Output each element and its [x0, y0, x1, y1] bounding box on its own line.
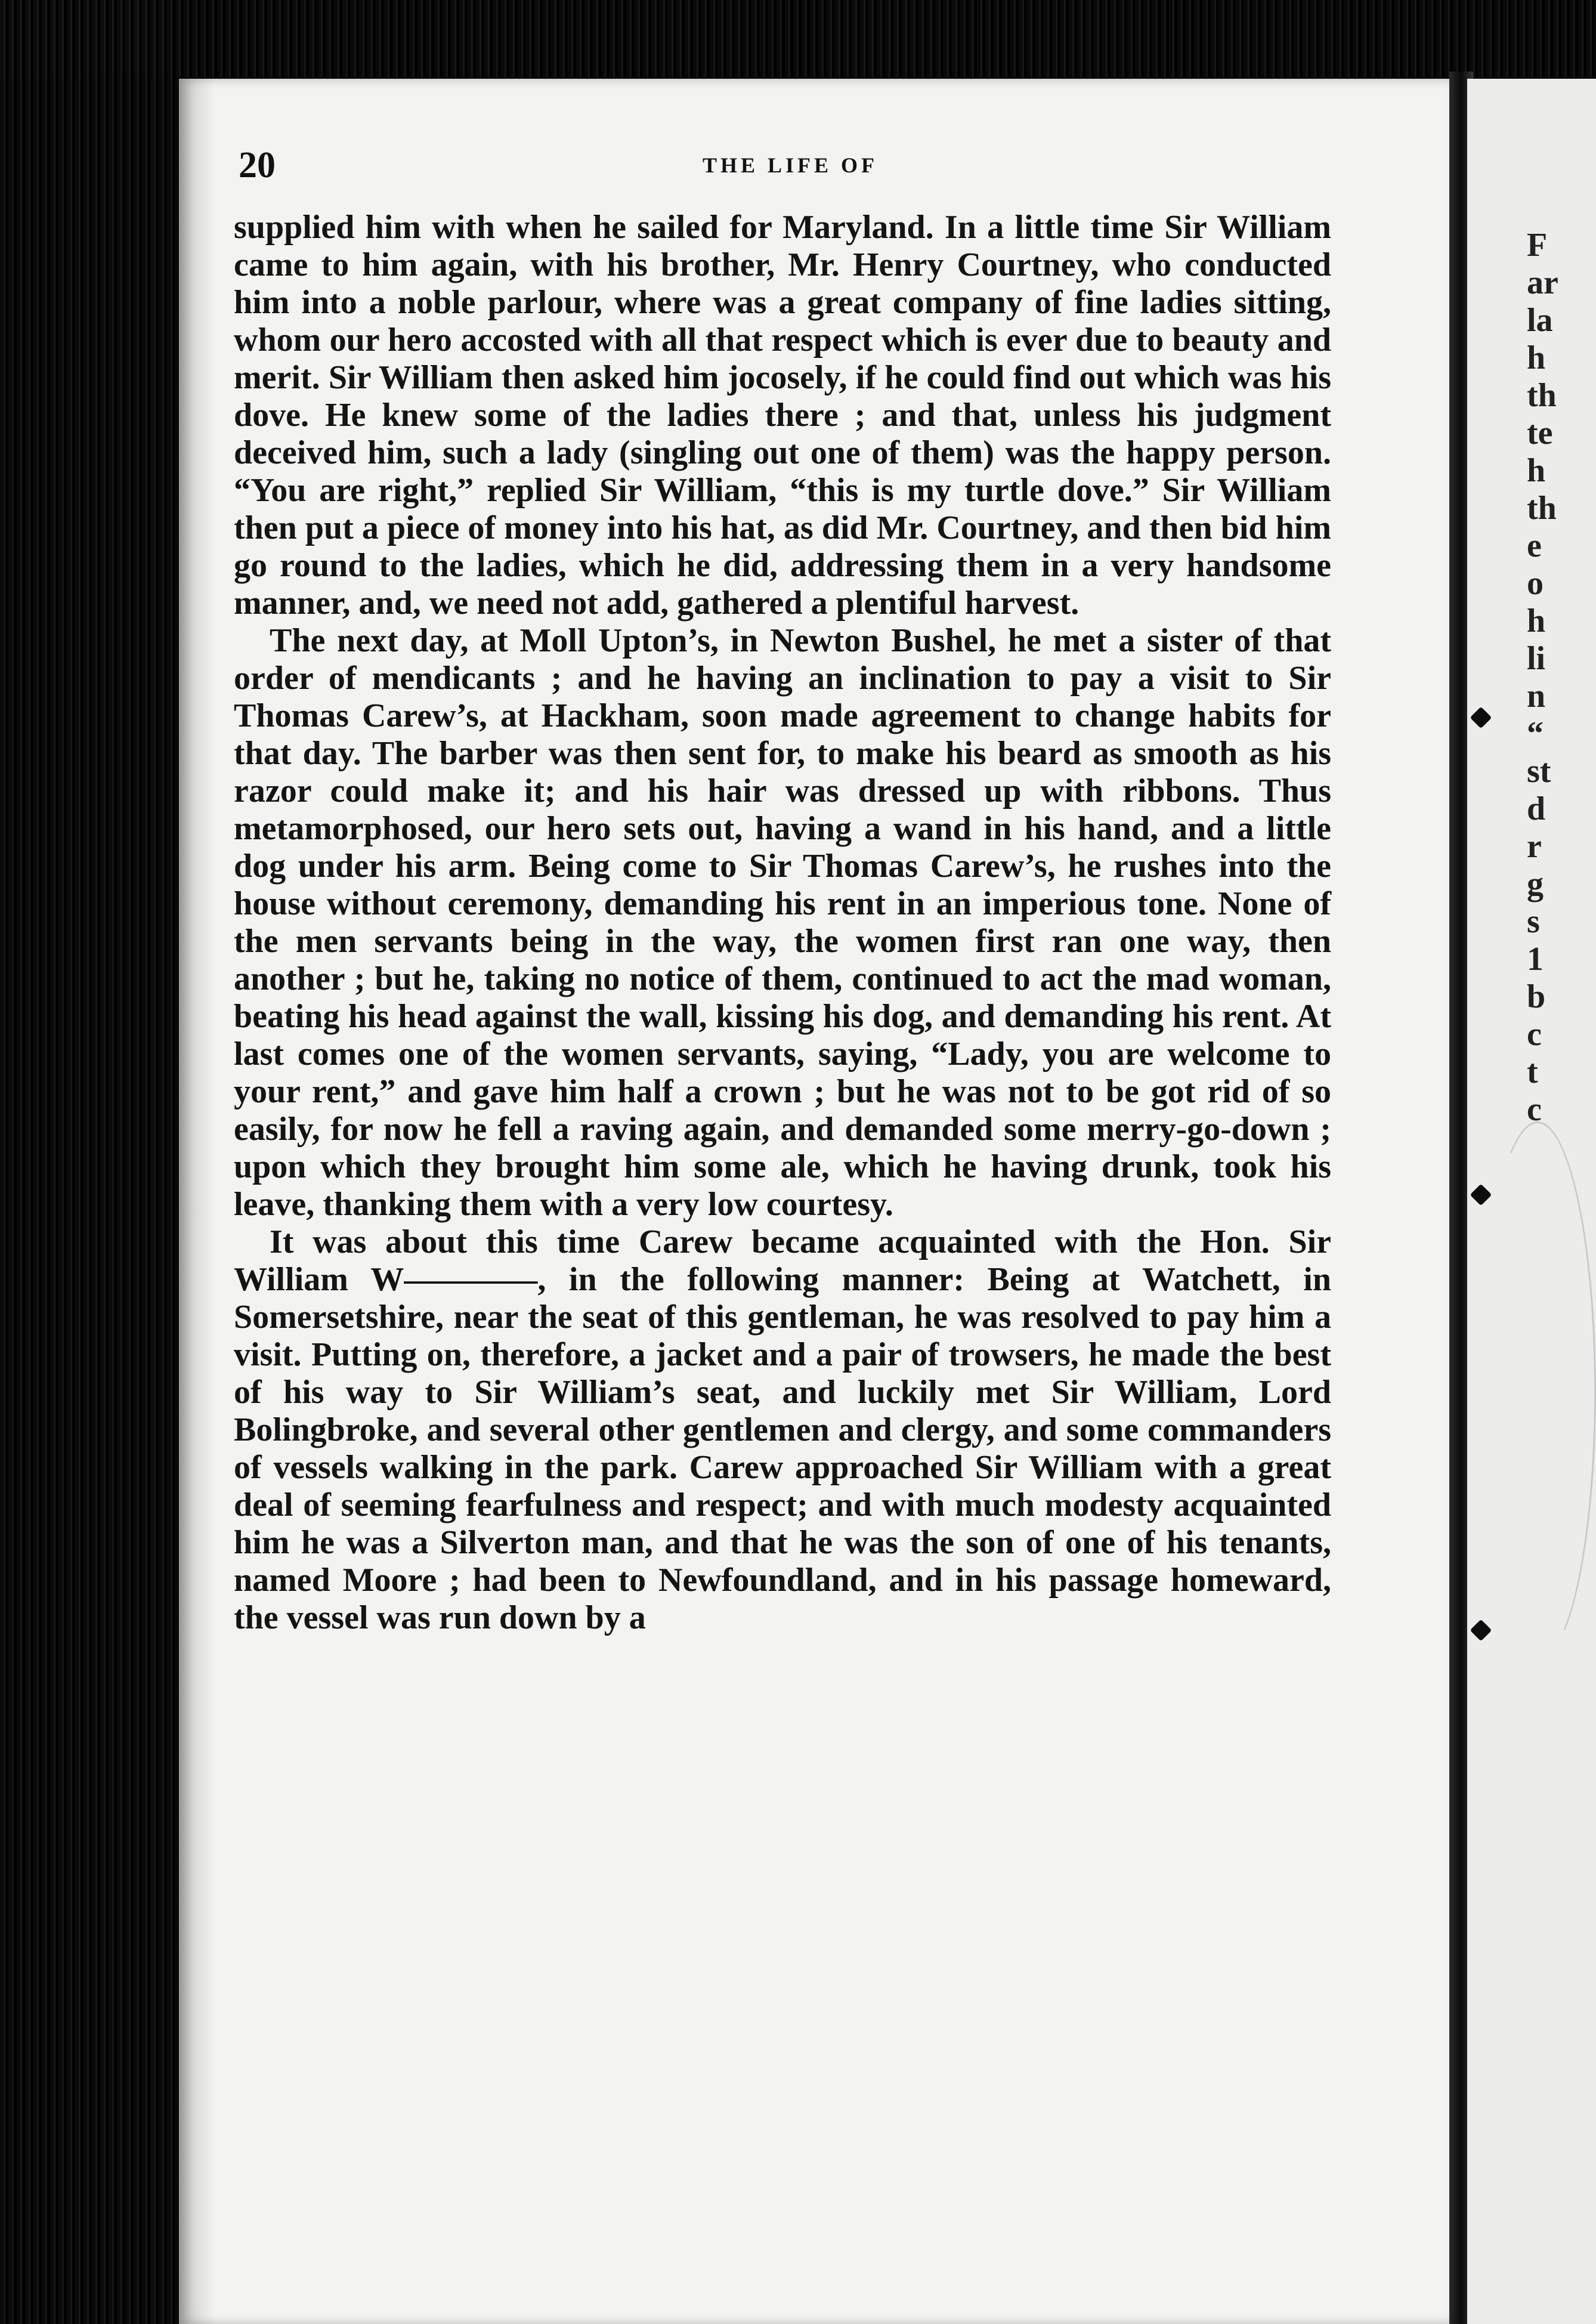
facing-line-fragment: te: [1527, 415, 1553, 452]
paragraph-1: supplied him with when he sailed for Maryland. In a little time Sir William came to him again, with his brother, Mr. Henry Courtney, who conducted him into a noble parlour, where was a great company of fine ladies sitting, whom our hero accosted with all that respect which is ever due to beauty and merit. Sir William then asked him jocosely, if he could find out which was his dove. He knew some of the ladies there ; and that, unless his judgment deceived him, such a lady (singling out one of them) was the happy person. “You are right,” replied Sir William, “this is my turtle dove.” Sir William then put a piece of money into his hat, as did Mr. Courtney, and then bid him go round to the ladies, which he did, addressing them in a very handsome manner, and, we need not add, gathered a plentiful harvest.: [234, 209, 1331, 622]
facing-line-fragment: d: [1527, 790, 1546, 827]
facing-line-fragment: h: [1527, 602, 1546, 639]
paragraph-3: It was about this time Carew became acquainted with the Hon. Sir William W————, in the following manner: Being at Watchett, in Somersetshire, near the seat of this gentleman, he was resolved to pay him a visit. Putting on, therefore, a jacket and a pair of trowsers, he made the best of his way to Sir William’s seat, and luckily met Sir William, Lord Bolingbroke, and several other gentlemen and clergy, and some commanders of vessels walking in the park. Carew approached Sir William with a great deal of seeming fearfulness and respect; and with much modesty acquainted him he was a Silverton man, and that he was the son of one of his tenants, named Moore ; had been to Newfoundland, and in his passage homeward, the vessel was run down by a: [234, 1223, 1331, 1636]
facing-line-fragment: h: [1527, 339, 1546, 376]
facing-line-fragment: th: [1527, 490, 1557, 527]
facing-line-fragment: o: [1527, 565, 1544, 602]
facing-page-text: [1527, 227, 1596, 1129]
binding-thread: [1479, 1121, 1596, 1662]
body-text: [234, 209, 1331, 1637]
facing-line-fragment: la: [1527, 302, 1553, 339]
paragraph-2: The next day, at Moll Upton’s, in Newton Bushel, he met a sister of that order of mendicants ; and he having an inclination to pay a visit to Sir Thomas Carew’s, at Hackham, soon made agreement to change habits for that day. The barber was then sent for, to make his beard as smooth as his razor could make it; and his hair was dressed up with ribbons. Thus metamorphosed, our hero sets out, having a wand in his hand, and a little dog under his arm. Being come to Sir Thomas Carew’s, he rushes into the house without ceremony, demanding his rent in an imperious tone. None of the men servants being in the way, the women first ran one way, then another ; but he, taking no notice of them, continued to act the mad woman, beating his head against the wall, kissing his dog, and demanding his rent. At last comes one of the women servants, saying, “Lady, you are welcome to your rent,” and gave him half a crown ; but he was not to be got rid of so easily, for now he fell a raving again, and demanded some merry-go-down ; upon which they brought him some ale, which he having drunk, took his leave, thanking them with a very low courtesy.: [234, 622, 1331, 1223]
facing-line-fragment: F: [1527, 227, 1548, 264]
running-head-title: THE LIFE OF: [702, 153, 879, 177]
facing-line-fragment: “: [1527, 715, 1544, 752]
facing-line-fragment: e: [1527, 527, 1542, 564]
facing-line-fragment: n: [1527, 678, 1546, 715]
facing-line-fragment: r: [1527, 828, 1542, 865]
facing-line-fragment: 1: [1527, 941, 1544, 978]
facing-line-fragment: ar: [1527, 264, 1558, 301]
facing-line-fragment: g: [1527, 866, 1544, 903]
running-head: [239, 144, 1342, 192]
facing-line-fragment: c: [1527, 1091, 1542, 1128]
page-number: 20: [239, 145, 276, 186]
facing-line-fragment: b: [1527, 978, 1546, 1015]
facing-line-fragment: th: [1527, 377, 1557, 414]
book-page: [179, 79, 1449, 2324]
facing-line-fragment: t: [1527, 1053, 1538, 1090]
facing-line-fragment: st: [1527, 753, 1551, 790]
scan-top-edge: [0, 0, 1596, 78]
facing-line-fragment: c: [1527, 1016, 1542, 1053]
scan-left-edge: [0, 0, 179, 2324]
facing-line-fragment: h: [1527, 452, 1546, 489]
facing-line-fragment: li: [1527, 640, 1546, 677]
facing-line-fragment: s: [1527, 903, 1540, 940]
page-shadow: [179, 79, 215, 2324]
